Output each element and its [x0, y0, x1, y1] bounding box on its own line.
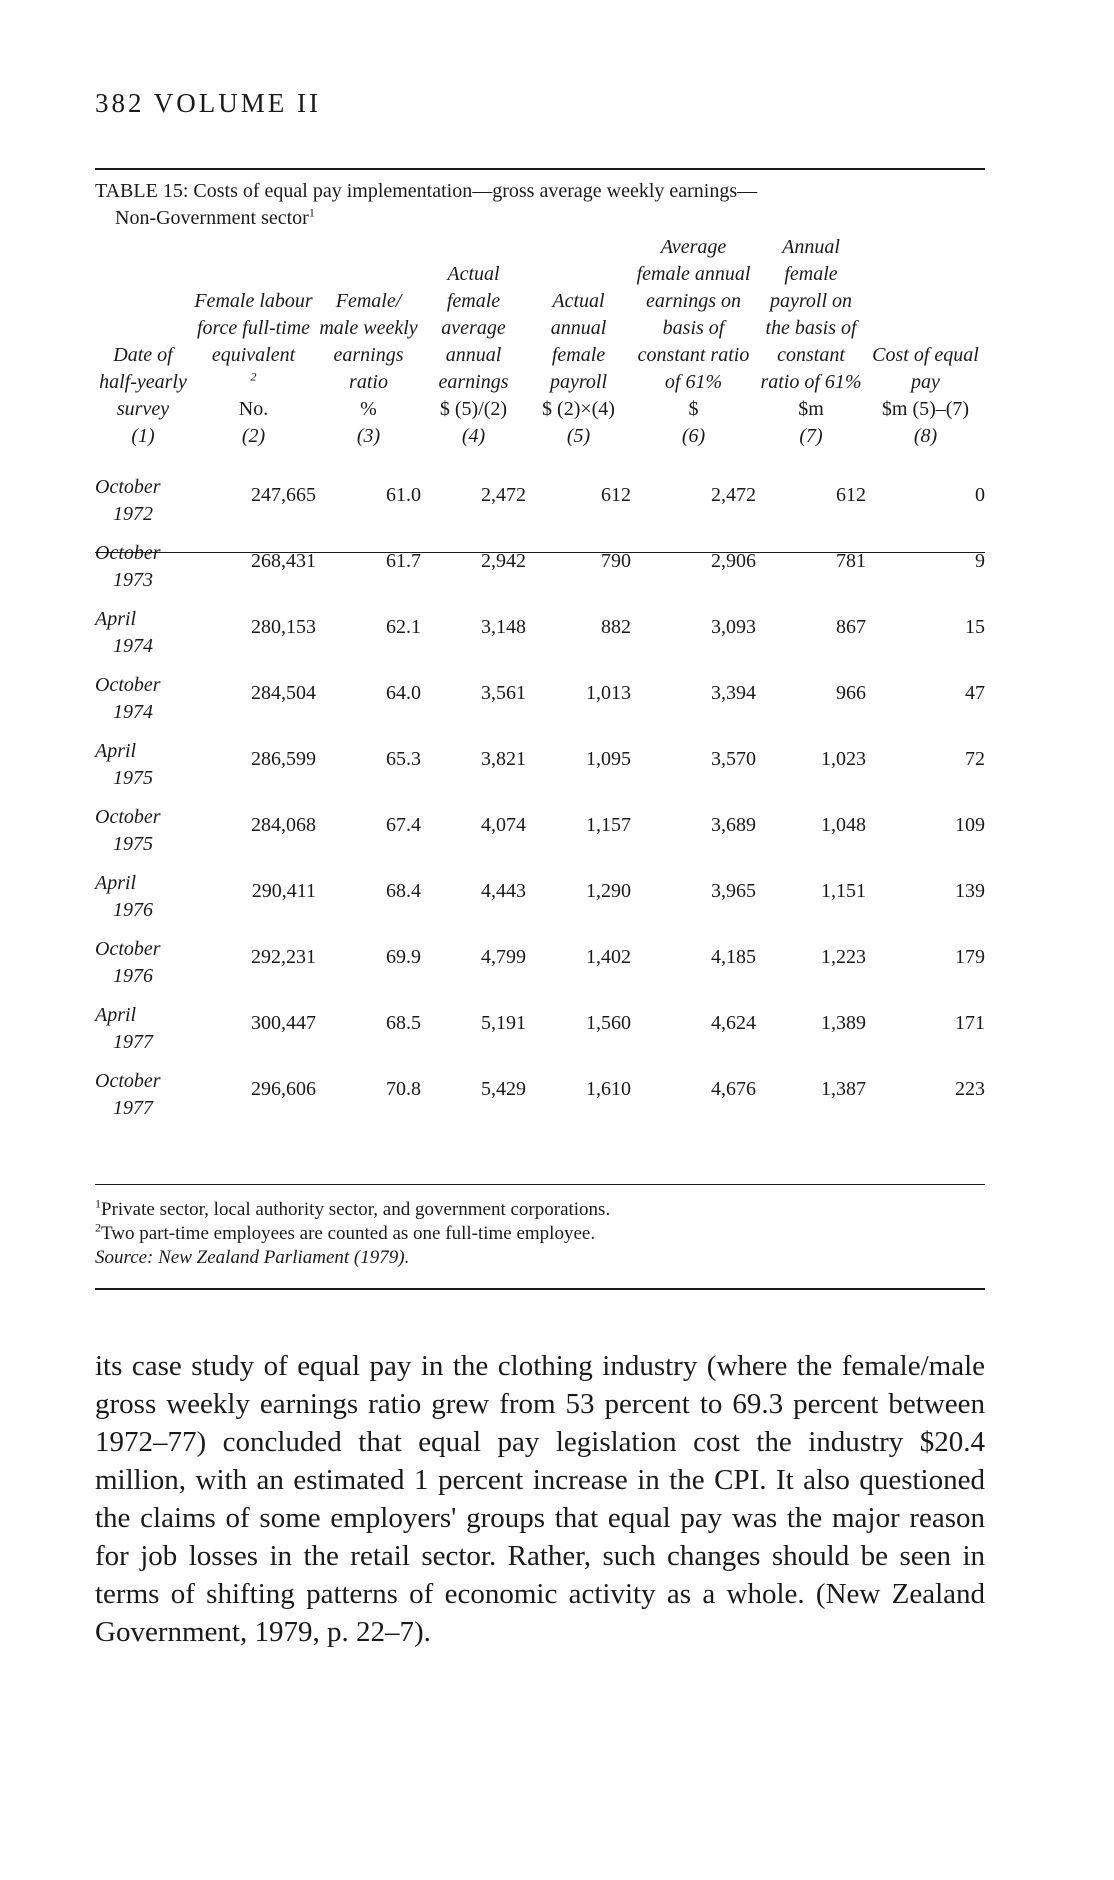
date-cell — [95, 460, 191, 540]
column-header-note-mark: 2 — [250, 369, 257, 384]
column-header-unit: $ (2)×(4) — [542, 398, 615, 420]
date-month: April — [95, 1004, 137, 1026]
table-cell: 1,290 — [586, 880, 631, 902]
table-row — [95, 738, 985, 804]
date-cell — [95, 540, 191, 606]
column-header-unit: $ — [688, 398, 699, 420]
column-header-number: (2) — [241, 425, 266, 447]
table-cell: 171 — [955, 1012, 985, 1034]
table-row — [95, 936, 985, 1002]
date-month: October — [95, 938, 161, 960]
table-row — [95, 870, 985, 936]
date-month: October — [95, 674, 161, 696]
date-year: 1974 — [113, 701, 153, 723]
date-month: October — [95, 542, 161, 564]
table-cell: 65.3 — [386, 748, 421, 770]
table-cell: 2,942 — [481, 550, 526, 572]
date-year: 1977 — [113, 1031, 153, 1053]
table-row — [95, 540, 985, 606]
column-header-number: (7) — [799, 425, 823, 447]
table-row — [95, 606, 985, 672]
table-cell: 1,013 — [586, 682, 631, 704]
column-header — [95, 234, 191, 460]
table-cell: 1,610 — [586, 1078, 631, 1100]
table-cell: 280,153 — [251, 616, 316, 638]
section-end-rule — [95, 1288, 985, 1290]
table-cell: 2,472 — [481, 484, 526, 506]
table-cell: 268,431 — [251, 550, 316, 572]
date-month: October — [95, 1070, 161, 1092]
table-row — [95, 672, 985, 738]
date-month: April — [95, 740, 137, 762]
column-header-unit: $m (5)–(7) — [881, 398, 970, 420]
table-cell: 4,074 — [481, 814, 526, 836]
table-cell: 1,023 — [821, 748, 866, 770]
date-year: 1975 — [113, 767, 153, 789]
date-year: 1972 — [113, 503, 153, 525]
table-cell: 3,093 — [711, 616, 756, 638]
table-cell: 64.0 — [386, 682, 421, 704]
body-paragraph: its case study of equal pay in the clothing industry (where the female/male gross weekly earnings ratio grew from 53 percent to 69.3 percent between 1972–77) concluded that equal pay legislation cost the industry $20.4 million, with an estimated 1 percent increase in the CPI. It also questioned the claims of some employers' groups that equal pay was the major reason for job losses in the retail sector. Rather, such changes should be seen in terms of shifting patterns of economic activity as a whole. (New Zealand Government, 1979, p. 22–7). — [95, 1350, 985, 1648]
table-row — [95, 460, 985, 540]
table-body — [95, 460, 985, 1134]
table-cell: 867 — [836, 616, 866, 638]
table-cell: 1,157 — [586, 814, 631, 836]
date-cell — [95, 936, 191, 1002]
column-header-label: Date of half-yearly survey — [99, 344, 187, 420]
column-header-number: (6) — [681, 425, 706, 447]
caption-line-2: Non-Government sector — [115, 207, 309, 229]
date-year: 1976 — [113, 965, 153, 987]
footnote-1: $^1$Private sector, local authority sector, and government corporations. — [95, 1196, 611, 1220]
date-cell — [95, 804, 191, 870]
date-cell — [95, 1002, 191, 1068]
earnings-table — [95, 234, 985, 1134]
date-year: 1974 — [113, 635, 153, 657]
table-cell: 9 — [975, 550, 985, 572]
date-year: 1973 — [113, 569, 153, 591]
column-header-label: Actual annual female payroll — [549, 290, 608, 393]
table-cell: 781 — [836, 550, 866, 572]
table-cell: 139 — [955, 880, 985, 902]
caption-line-1: TABLE 15: Costs of equal pay implementation—gross average weekly earnings— — [95, 180, 758, 202]
date-year: 1977 — [113, 1097, 153, 1119]
table-cell: 3,965 — [711, 880, 756, 902]
table-cell: 5,429 — [481, 1078, 526, 1100]
table-bottom-rule — [95, 1184, 985, 1185]
table-cell: 284,504 — [251, 682, 316, 704]
table-cell: 1,151 — [821, 880, 866, 902]
table-cell: 247,665 — [251, 484, 316, 506]
table-cell: 290,411 — [251, 880, 316, 902]
table-cell: 1,402 — [586, 946, 631, 968]
table-cell: 2,472 — [711, 484, 756, 506]
column-header-number: (8) — [913, 425, 938, 447]
date-cell — [95, 738, 191, 804]
table-top-rule — [95, 168, 985, 170]
column-header — [756, 234, 866, 460]
column-header-number: (4) — [461, 425, 486, 447]
table-cell: 72 — [965, 748, 985, 770]
table-cell: 1,560 — [586, 1012, 631, 1034]
table-cell: 109 — [955, 814, 985, 836]
header-rule — [95, 552, 985, 553]
column-header — [191, 234, 316, 460]
table-cell: 70.8 — [386, 1078, 421, 1100]
table-cell: 68.4 — [386, 880, 421, 902]
table-cell: 300,447 — [251, 1012, 316, 1034]
table-cell: 286,599 — [251, 748, 316, 770]
table-cell: 223 — [955, 1078, 985, 1100]
table-cell: 3,561 — [481, 682, 526, 704]
table-cell: 2,906 — [711, 550, 756, 572]
column-header-unit: % — [360, 398, 377, 420]
column-header-number: (1) — [131, 425, 155, 447]
table-row — [95, 1002, 985, 1068]
table-cell: 4,443 — [481, 880, 526, 902]
column-header-number: (5) — [566, 425, 591, 447]
table-cell: 61.0 — [386, 484, 421, 506]
table-caption — [95, 178, 985, 232]
table-cell: 612 — [601, 484, 631, 506]
table-cell: 68.5 — [386, 1012, 421, 1034]
column-header-label: Cost of equal pay — [872, 344, 979, 393]
date-month: October — [95, 476, 161, 498]
column-header — [631, 234, 756, 460]
column-header-unit: No. — [238, 398, 269, 420]
table-cell: 67.4 — [386, 814, 421, 836]
table-row — [95, 1068, 985, 1134]
table-cell: 1,223 — [821, 946, 866, 968]
column-header-number: (3) — [356, 425, 381, 447]
table-cell: 4,185 — [711, 946, 756, 968]
date-cell — [95, 870, 191, 936]
table-cell: 5,191 — [481, 1012, 526, 1034]
table-cell: 3,689 — [711, 814, 756, 836]
column-header-label: Actual female average annual earnings — [438, 263, 509, 393]
date-cell — [95, 1068, 191, 1134]
source-note: Source: New Zealand Parliament (1979). — [95, 1247, 410, 1268]
table-cell: 612 — [836, 484, 866, 506]
table-cell: 4,676 — [711, 1078, 756, 1100]
column-header-unit: $ (5)/(2) — [439, 398, 508, 420]
column-header — [526, 234, 631, 460]
table-cell: 3,148 — [481, 616, 526, 638]
table-cell: 3,394 — [711, 682, 756, 704]
date-month: April — [95, 872, 137, 894]
table-cell: 292,231 — [251, 946, 316, 968]
date-month: April — [95, 608, 137, 630]
table-cell: 284,068 — [251, 814, 316, 836]
table-cell: 47 — [965, 682, 985, 704]
table-cell: 1,389 — [821, 1012, 866, 1034]
date-month: October — [95, 806, 161, 828]
table-cell: 790 — [601, 550, 631, 572]
date-year: 1976 — [113, 899, 153, 921]
table-cell: 1,095 — [586, 748, 631, 770]
table-cell: 1,048 — [821, 814, 866, 836]
table-cell: 1,387 — [821, 1078, 866, 1100]
column-header — [316, 234, 421, 460]
footnote-2: $^2$Two part-time employees are counted as one full-time employee. — [95, 1220, 596, 1244]
column-header-label: Female/ male weekly earnings ratio — [319, 290, 418, 393]
table-row — [95, 804, 985, 870]
column-header-unit: $m — [798, 398, 824, 420]
date-year: 1975 — [113, 833, 153, 855]
column-header — [421, 234, 526, 460]
table-cell: 4,624 — [711, 1012, 756, 1034]
table-notes — [95, 1198, 985, 1270]
column-header — [866, 234, 985, 460]
table-header-row — [95, 234, 985, 460]
table-cell: 179 — [955, 946, 985, 968]
table-cell: 0 — [975, 484, 985, 506]
table-cell: 62.1 — [386, 616, 421, 638]
date-cell — [95, 672, 191, 738]
table-cell: 3,821 — [481, 748, 526, 770]
table-cell: 61.7 — [386, 550, 421, 572]
table-cell: 4,799 — [481, 946, 526, 968]
table-cell: 15 — [965, 616, 985, 638]
column-header-label: Average female annual earnings on basis of constant ratio of 61% — [636, 236, 751, 393]
table-cell: 69.9 — [386, 946, 421, 968]
column-header-label: Annual female payroll on the basis of constant ratio of 61% — [760, 236, 862, 393]
table-cell: 3,570 — [711, 748, 756, 770]
table-cell: 296,606 — [251, 1078, 316, 1100]
running-head: 382 VOLUME II — [95, 88, 321, 118]
table-cell: 966 — [836, 682, 866, 704]
table-cell: 882 — [601, 616, 631, 638]
date-cell — [95, 606, 191, 672]
caption-note-mark: 1 — [308, 205, 315, 220]
column-header-label: Female labour force full-time equivalent — [194, 290, 313, 366]
